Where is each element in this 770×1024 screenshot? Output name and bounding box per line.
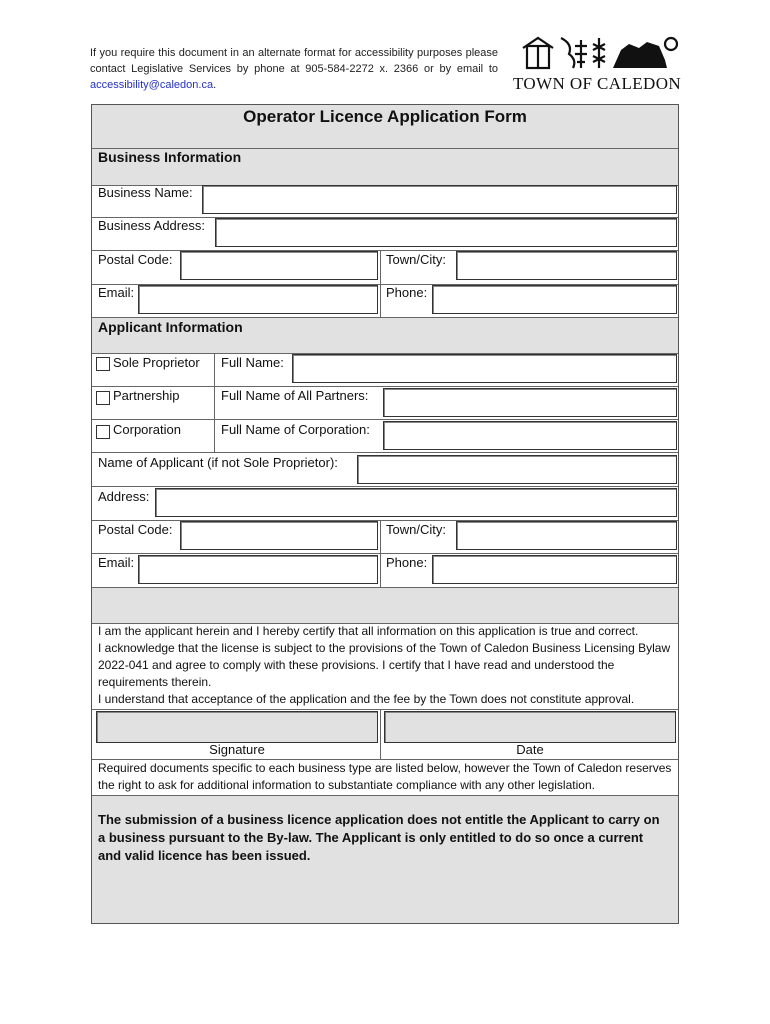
applicant-email-label: Email: — [98, 555, 135, 570]
rule — [92, 795, 678, 796]
date-label: Date — [516, 742, 544, 757]
business-phone-field[interactable] — [432, 285, 677, 314]
licence-notice: The submission of a business licence application does not entitle the Applicant to carry on a business pursuant to the By-law. The Applicant is only entitled to do so once a current and valid licence has been issued. — [98, 812, 660, 863]
certification-paragraph: I understand that acceptance of the application and the fee by the Town does not constitute approval. — [98, 692, 635, 706]
applicant-postal-code-field[interactable] — [180, 521, 378, 550]
column-divider — [380, 520, 381, 587]
applicant-postal-code-label: Postal Code: — [98, 522, 173, 537]
rule — [92, 587, 678, 588]
accessibility-note — [90, 45, 498, 93]
business-section-heading: Business Information — [98, 149, 242, 165]
applicant-section-heading: Applicant Information — [98, 319, 243, 335]
applicant-town-field[interactable] — [456, 521, 677, 550]
rule — [92, 317, 678, 318]
business-town-label: Town/City: — [386, 252, 446, 267]
applicant-town-label: Town/City: — [386, 522, 446, 537]
applicant-phone-field[interactable] — [432, 555, 677, 584]
rule — [92, 386, 678, 387]
accessibility-note-end: . — [213, 79, 217, 91]
certification-paragraph: I am the applicant herein and I hereby certify that all information on this application is true and correct. — [98, 624, 639, 638]
corporation-checkbox[interactable] — [96, 425, 110, 439]
partners-names-field[interactable] — [383, 388, 677, 417]
sole-proprietor-checkbox[interactable] — [96, 357, 110, 371]
applicant-phone-label: Phone: — [386, 555, 428, 570]
signature-field[interactable] — [96, 711, 378, 743]
spacer-band — [92, 587, 678, 623]
sole-proprietor-label: Sole Proprietor — [113, 355, 200, 370]
applicant-address-label: Address: — [98, 489, 150, 504]
business-postal-code-label: Postal Code: — [98, 252, 173, 267]
business-address-field[interactable] — [215, 218, 677, 247]
signature-label: Signature — [209, 742, 265, 757]
partners-names-label: Full Name of All Partners: — [221, 388, 369, 403]
caledon-emblem-icon — [517, 34, 685, 74]
business-email-label: Email: — [98, 285, 135, 300]
business-name-label: Business Name: — [98, 185, 193, 200]
applicant-name-field[interactable] — [357, 455, 677, 484]
application-form — [91, 104, 679, 924]
rule — [92, 709, 678, 710]
rule — [92, 452, 678, 453]
town-of-caledon-logo — [505, 34, 683, 94]
rule — [92, 553, 678, 554]
rule — [92, 419, 678, 420]
business-postal-code-field[interactable] — [180, 251, 378, 280]
certification-text — [98, 623, 673, 708]
partnership-checkbox[interactable] — [96, 391, 110, 405]
business-name-field[interactable] — [202, 185, 677, 214]
accessibility-email-link[interactable]: accessibility@caledon.ca — [90, 79, 214, 91]
rule — [92, 486, 678, 487]
form-title: Operator Licence Application Form — [243, 107, 527, 126]
date-field[interactable] — [384, 711, 676, 743]
partnership-label: Partnership — [113, 388, 180, 403]
corporation-label: Corporation — [113, 422, 181, 437]
applicant-email-field[interactable] — [138, 555, 378, 584]
applicant-address-field[interactable] — [155, 488, 677, 517]
column-divider — [380, 709, 381, 759]
full-name-field[interactable] — [292, 354, 677, 383]
column-divider — [380, 250, 381, 317]
accessibility-note-text: If you require this document in an alternate format for accessibility purposes please contact Legislative Services by phone at 905-584-2272 x. 2366 or by email to — [90, 47, 498, 75]
business-address-label: Business Address: — [98, 218, 205, 233]
column-divider — [214, 353, 215, 452]
business-town-field[interactable] — [456, 251, 677, 280]
business-phone-label: Phone: — [386, 285, 428, 300]
required-documents-note: Required documents specific to each business type are listed below, however the Town of Caledon reserves the right to ask for additional information to substantiate compliance with any other legislation. — [98, 761, 672, 792]
full-name-label: Full Name: — [221, 355, 284, 370]
certification-paragraph: I acknowledge that the license is subject to the provisions of the Town of Caledon Business Licensing Bylaw 2022-041 and agree to comply with these provisions. I certify that I have read and understood the requirements therein. — [98, 641, 671, 689]
business-email-field[interactable] — [138, 285, 378, 314]
applicant-name-label: Name of Applicant (if not Sole Proprietor): — [98, 455, 338, 470]
corporation-name-label: Full Name of Corporation: — [221, 422, 370, 437]
logo-wordmark: TOWN OF CALEDON — [512, 74, 682, 93]
corporation-name-field[interactable] — [383, 421, 677, 450]
